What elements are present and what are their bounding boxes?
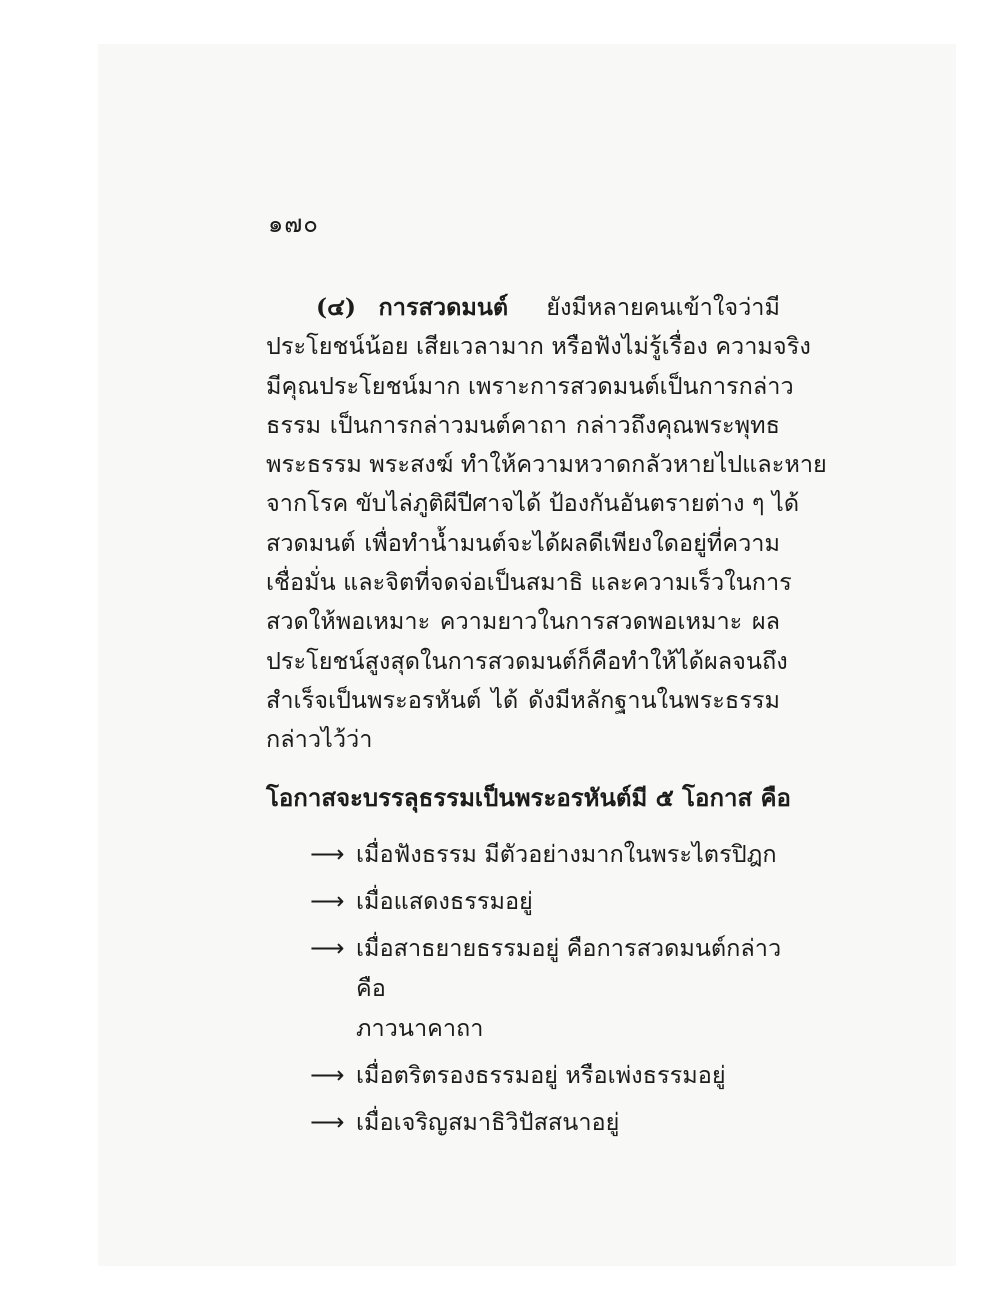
list-item-continuation: ภาวนาคาถา [356, 1014, 484, 1042]
list-item-text: เมื่อเจริญสมาธิวิปัสสนาอยู่ [356, 1108, 620, 1136]
arrow-right-icon: ⟶ [310, 1108, 345, 1136]
opportunity-list [310, 834, 790, 1149]
paragraph-line: เชื่อมั่น และจิตที่จดจ่อเป็นสมาธิ และความเร็วในการ [266, 568, 792, 597]
paragraph-prayer-chanting [266, 288, 827, 760]
arrow-right-icon: ⟶ [310, 840, 345, 868]
paragraph-line: สวดมนต์ เพื่อทำน้ำมนต์จะได้ผลดีเพียงใดอยู่ที่ความ [266, 528, 780, 557]
arrow-right-icon: ⟶ [310, 934, 345, 962]
arrow-right-icon: ⟶ [310, 1061, 345, 1089]
list-item-text: เมื่อแสดงธรรมอยู่ [356, 887, 533, 915]
list-item [310, 928, 790, 1048]
paragraph-line: ประโยชน์สูงสุดในการสวดมนต์ก็คือทำให้ได้ผลจนถึง [266, 646, 788, 675]
paragraph-line-text: ยังมีหลายคนเข้าใจว่ามี [546, 293, 780, 321]
paragraph-line [266, 288, 780, 327]
paragraph-line: พระธรรม พระสงฆ์ ทำให้ความหวาดกลัวหายไปและหาย [266, 450, 827, 479]
paragraph-line: ประโยชน์น้อย เสียเวลามาก หรือฟังไม่รู้เรื่อง ความจริง [266, 332, 811, 361]
list-item-text: เมื่อฟังธรรม มีตัวอย่างมากในพระไตรปิฎก [356, 840, 777, 868]
paragraph-line: มีคุณประโยชน์มาก เพราะการสวดมนต์เป็นการกล่าว [266, 371, 794, 400]
arrow-right-icon: ⟶ [310, 887, 345, 915]
paragraph-line: ธรรม เป็นการกล่าวมนต์คาถา กล่าวถึงคุณพระพุทธ [266, 410, 780, 439]
list-item [310, 834, 790, 874]
list-item-text: เมื่อตริตรองธรรมอยู่ หรือเพ่งธรรมอยู่ [356, 1061, 726, 1089]
section-heading: โอกาสจะบรรลุธรรมเป็นพระอรหันต์มี ๕ โอกาส คือ [266, 783, 791, 812]
paragraph-line: จากโรค ขับไล่ภูติผีปีศาจได้ ป้องกันอันตรายต่าง ๆ ได้ [266, 489, 800, 518]
list-item-text-wrapper [356, 928, 790, 1048]
list-item [310, 881, 790, 921]
list-item [310, 1102, 790, 1142]
paragraph-heading: (๔) การสวดมนต์ [316, 293, 509, 321]
list-item [310, 1055, 790, 1095]
paragraph-line: สำเร็จเป็นพระอรหันต์ ได้ ดังมีหลักฐานในพระธรรม [266, 685, 780, 714]
page-number: ๑๗๐ [268, 210, 319, 238]
list-item-text: เมื่อสาธยายธรรมอยู่ คือการสวดมนต์กล่าวคือ [356, 934, 782, 1002]
paragraph-line: กล่าวไว้ว่า [266, 725, 373, 754]
paragraph-line: สวดให้พอเหมาะ ความยาวในการสวดพอเหมาะ ผล [266, 607, 780, 636]
